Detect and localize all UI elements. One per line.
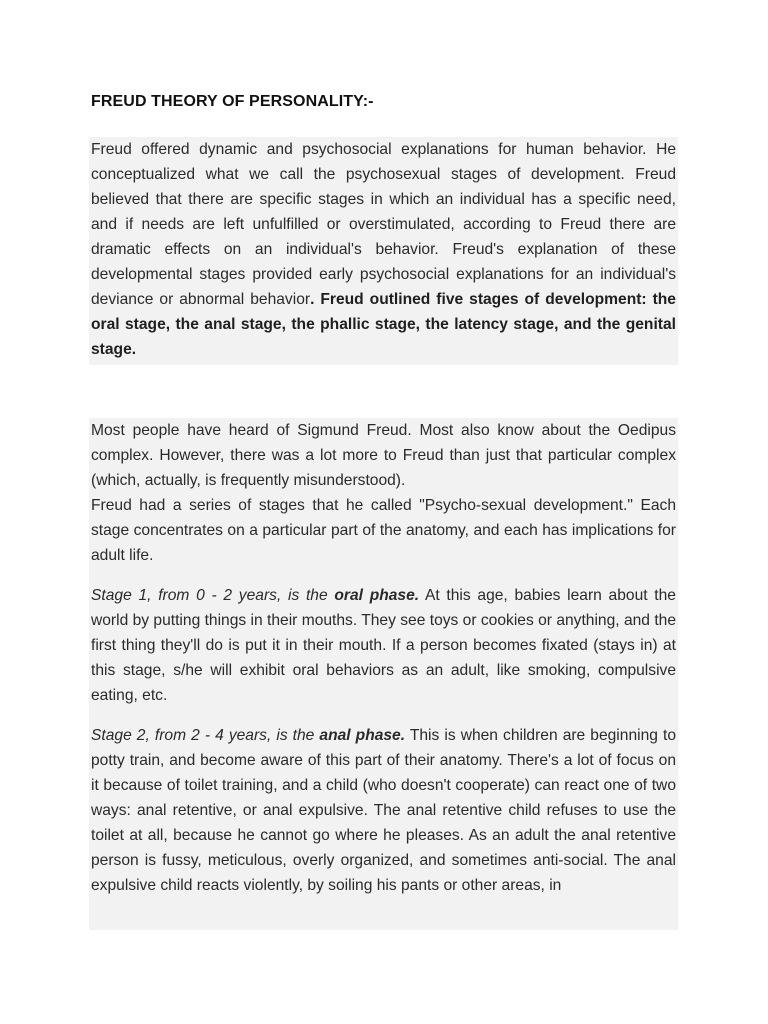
paragraph-stage-2 <box>91 723 676 898</box>
paragraph-stage-1 <box>91 583 676 708</box>
body-block <box>89 418 678 930</box>
stage-1-phase: oral phase. <box>334 587 420 604</box>
paragraph-freud-intro: Most people have heard of Sigmund Freud. Most also know about the Oedipus complex. However, there was a lot more to Freud than just that particular complex (which, actually, is frequently misunderstood). <box>91 422 676 489</box>
stage-1-text: At this age, babies learn about the world by putting things in their mouths. They see toys or cookies or anything, and the first thing they'll do is put it in their mouth. If a person becomes fixated (stays in) at this stage, s/he will exhibit oral behaviors as an adult, like smoking, compulsive eating, etc. <box>91 587 676 704</box>
paragraph-gap <box>91 708 676 723</box>
stage-2-phase: anal phase. <box>319 727 406 744</box>
paragraph-gap <box>91 568 676 583</box>
document-title: FREUD THEORY OF PERSONALITY:- <box>91 93 374 110</box>
intro-text: Freud offered dynamic and psychosocial explanations for human behavior. He conceptualized what we call the psychosexual stages of development. Freud believed that there are specific stages in which an individual has a specific need, and if needs are left unfulfilled or overstimulated, according to Freud there are dramatic effects on an individual's behavior. Freud's explanation of these developmental stages provided early psychosocial explanations for an individual's deviance or abnormal behavior <box>91 141 676 308</box>
stage-1-lead: Stage 1, from 0 - 2 years, is the <box>91 587 335 604</box>
stage-2-lead: Stage 2, from 2 - 4 years, is the <box>91 727 320 744</box>
intro-bold-text: . Freud outlined five stages of development: the oral stage, the anal stage, the phallic stage, the latency stage, and the genital stage. <box>91 291 676 358</box>
intro-block <box>89 137 678 365</box>
paragraph-psychosexual: Freud had a series of stages that he called "Psycho-sexual development." Each stage concentrates on a particular part of the anatomy, and each has implications for adult life. <box>91 497 676 564</box>
stage-2-text: This is when children are beginning to potty train, and become aware of this part of their anatomy. There's a lot of focus on it because of toilet training, and a child (who doesn't cooperate) can react one of two ways: anal retentive, or anal expulsive. The anal retentive child refuses to use the toilet at all, because he cannot go where he pleases. As an adult the anal retentive person is fussy, meticulous, overly organized, and sometimes anti-social. The anal expulsive child reacts violently, by soiling his pants or other areas, in <box>91 727 676 894</box>
intro-paragraph <box>91 137 676 362</box>
